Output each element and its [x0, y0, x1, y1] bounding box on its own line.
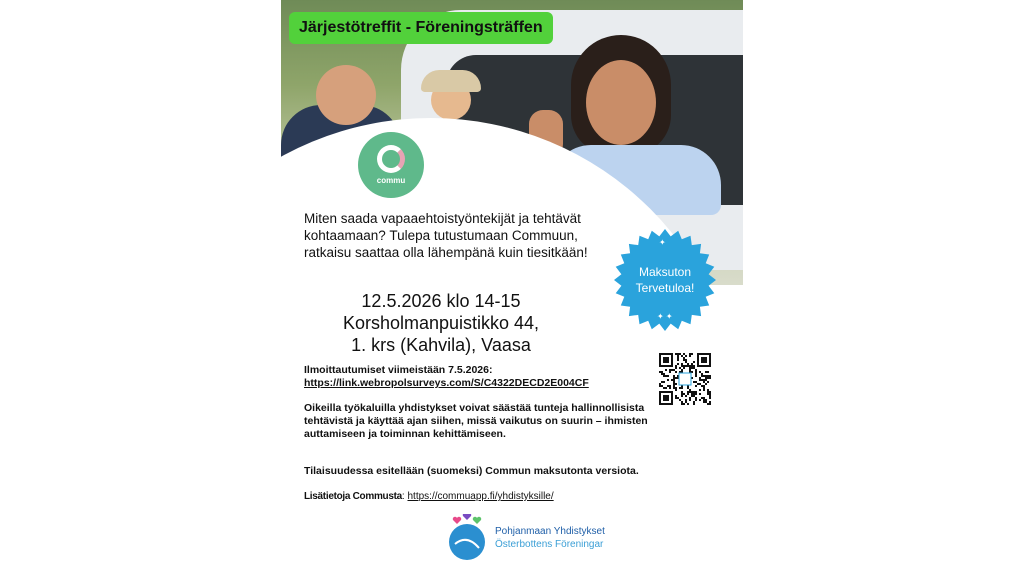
event-title-tag: Järjestötreffit - Föreningsträffen	[289, 12, 553, 44]
more-info-link[interactable]: https://commuapp.fi/yhdistyksille/	[407, 491, 554, 502]
hearts-globe-icon	[445, 514, 489, 562]
organization-logo	[445, 514, 645, 564]
more-info: Lisätietoja Commusta: https://commuapp.fi/yhdistyksille/	[304, 491, 554, 502]
event-poster	[281, 0, 743, 576]
event-details	[316, 290, 566, 356]
sparkle-icon: ✦	[659, 238, 666, 247]
description-text: Oikeilla työkaluilla yhdistykset voivat säästää tunteja hallinnollisista tehtävistä ja käyttää ajan siihen, missä vaikutus on suurin – ihmisten auttamiseen ja toiminnan kehittämiseen.	[304, 402, 648, 440]
registration-label: Ilmoittautumiset viimeistään 7.5.2026:	[304, 364, 493, 376]
registration-link[interactable]: https://link.webropolsurveys.com/S/C4322DECD2E004CF	[304, 377, 589, 389]
intro-text: Miten saada vapaaehtoistyöntekijät ja tehtävät kohtaamaan? Tulepa tutustumaan Commuun, ratkaisu saattaa olla lähempänä kuin tiesitkään!	[304, 211, 588, 260]
badge-welcome-label: Tervetuloa!	[635, 281, 695, 295]
registration-block	[304, 364, 674, 390]
badge-free-label: Maksuton	[638, 265, 692, 279]
organization-name-sv: Österbottens Föreningar	[495, 539, 604, 550]
organization-name-fi: Pohjanmaan Yhdistykset	[495, 526, 605, 537]
event-floor-city: 1. krs (Kahvila), Vaasa	[351, 335, 531, 355]
sparkle-icon: ✦ ✦	[657, 312, 673, 321]
commu-logo	[358, 132, 424, 198]
event-datetime: 12.5.2026 klo 14-15	[361, 291, 521, 311]
commu-logo-label: commu	[376, 176, 406, 185]
commu-swirl-icon	[377, 145, 405, 173]
girl-face	[586, 60, 656, 145]
free-version-text: Tilaisuudessa esitellään (suomeksi) Commun maksutonta versiota.	[304, 465, 639, 477]
more-info-label: Lisätietoja Commusta	[304, 491, 402, 502]
person-woman-hat	[421, 70, 481, 92]
event-address: Korsholmanpuistikko 44,	[342, 313, 540, 333]
free-badge	[613, 228, 717, 332]
person-man-face	[316, 65, 376, 125]
